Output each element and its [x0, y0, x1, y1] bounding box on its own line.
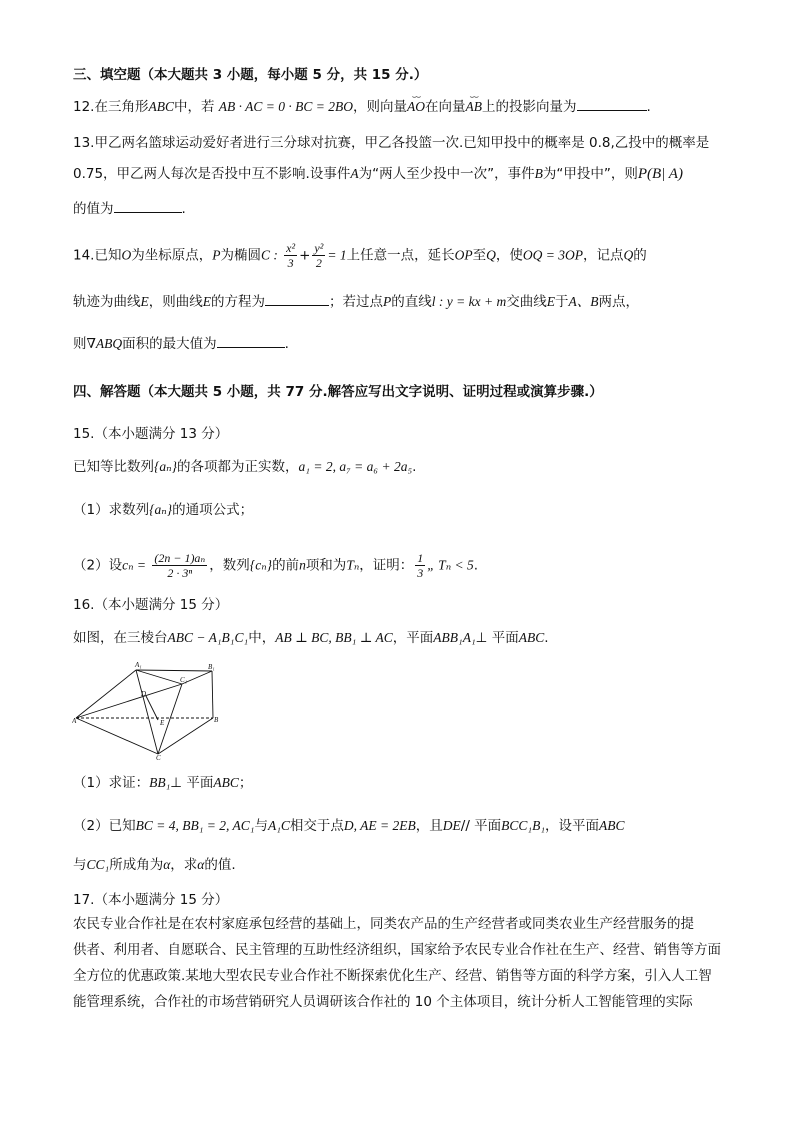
fraction-y2-over-2: $\frac{\text{y²}}{2}$ — [314, 241, 324, 270]
fraction-one-third: $\frac{1}{3}$ — [417, 551, 424, 580]
question-14-line-2: 轨迹为曲线E，则曲线E的方程为 ；若过点P的直线l : y = kx + m交曲线E于A、B两点， — [73, 294, 639, 310]
answer-blank[interactable] — [577, 97, 647, 111]
label-c1: C₁ — [180, 676, 188, 684]
label-b1: B₁ — [208, 663, 215, 671]
edge-b1-b — [212, 671, 213, 718]
question-16-part-1: （1）求证：BB₁⊥ 平面ABC； — [73, 775, 253, 791]
question-14-line-3: 则∇ABQ面积的最大值为 . — [73, 336, 289, 352]
question-17-line-4: 能管理系统，合作社的市场营销研究人员调研该合作社的 10 个主体项目，统计分析人工智能管理的实际 — [73, 994, 693, 1010]
answer-blank[interactable] — [217, 334, 285, 348]
q13-probability: P(B| A) — [637, 166, 683, 182]
edge-a1-b1 — [136, 670, 212, 671]
label-c: C — [156, 754, 161, 760]
question-17-line-1: 农民专业合作社是在农村家庭承包经营的基础上，同类农产品的生产经营者或同类农业生产经营服务的提 — [73, 916, 694, 932]
section-4-heading: 四、解答题（本大题共 5 小题，共 77 分.解答应写出文字说明、证明过程或演算步骤.） — [73, 384, 603, 400]
question-15-title: 15.（本小题满分 13 分） — [73, 426, 229, 442]
answer-blank[interactable] — [265, 292, 329, 306]
question-13-line-1: 13.甲乙两名篮球运动爱好者进行三分球对抗赛，甲乙各投篮一次.已知甲投中的概率是 0.8,乙投中的概率是 — [73, 135, 710, 151]
question-15-part-2: （2）设cₙ = $\frac{\text{(2n − 1)aₙ}}{\text{2 · 3ⁿ}}$ ，数列{cₙ}的前n项和为Tₙ，证明： $\frac{1}{3}$ „ Tₙ < 5. — [73, 551, 479, 580]
question-17-line-3: 全方位的优惠政策.某地大型农民专业合作社不断探索优化生产、经营、销售等方面的科学方案，引入人工智 — [73, 968, 712, 984]
diag-a-c1 — [76, 684, 182, 718]
fraction-x2-over-3: $\frac{\text{x²}}{3}$ — [286, 241, 296, 270]
question-15-part-1: （1）求数列{aₙ}的通项公式； — [73, 502, 254, 518]
answer-blank[interactable] — [114, 199, 182, 213]
question-13-line-2: 0.75，甲乙两人每次是否投中互不影响.设事件A为“两人至少投中一次”，事件B为“甲投中”，则P(B| A) — [73, 166, 683, 182]
label-e: E — [160, 719, 165, 727]
question-13-line-3: 的值为 . — [73, 201, 186, 217]
edge-a-c — [76, 718, 158, 754]
question-16-stem: 如图，在三棱台ABC − A₁B₁C₁中，AB ⊥ BC, BB₁ ⊥ AC，平面ABB₁A₁⊥ 平面ABC. — [73, 630, 549, 646]
edge-a-a1 — [76, 670, 136, 718]
question-16-part-2-line-1: （2）已知BC = 4, BB₁ = 2, AC₁与A₁C相交于点D, AE = 2EB，且DE// 平面BCC₁B₁，设平面ABC — [73, 818, 625, 834]
truncated-prism-figure — [72, 658, 222, 760]
label-d: D — [141, 690, 147, 698]
question-15-stem: 已知等比数列{aₙ}的各项都为正实数，a₁ = 2, a₇ = a₆ + 2a₅. — [73, 459, 417, 475]
q12-condition: AB · AC = 0 · BC = 2BO — [218, 99, 353, 114]
diag-a1-c — [136, 670, 158, 754]
label-a: A — [72, 717, 77, 725]
fraction-cn: $\frac{\text{(2n − 1)aₙ}}{\text{2 · 3ⁿ}}$ — [154, 551, 206, 580]
question-16-part-2-line-2: 与CC₁所成角为α，求α的值. — [73, 857, 236, 873]
question-16-title: 16.（本小题满分 15 分） — [73, 597, 229, 613]
label-a1: A₁ — [135, 661, 142, 669]
section-3-heading: 三、填空题（本大题共 3 小题，每小题 5 分，共 15 分.） — [73, 67, 428, 83]
edge-a1-c1 — [136, 670, 182, 684]
edge-c-b — [158, 718, 213, 754]
question-12: 12.在三角形ABC中，若 AB · AC = 0 · BC = 2BO，则向量⌣⌣ AO在向量⌣⌣ AB上的投影向量为 . — [73, 97, 651, 116]
label-b: B — [214, 716, 219, 724]
q14-vector-condition: OQ = 3OP — [522, 247, 583, 263]
question-14-line-1: 14.已知O为坐标原点，P为椭圆C : $\frac{\text{x²}}{3}$ + $\frac{\text{y²}}{2}$ = 1上任意一点，延长OP至Q，使OQ = 3OP，记点Q的 — [73, 241, 647, 270]
question-17-title: 17.（本小题满分 15 分） — [73, 892, 229, 908]
question-17-line-2: 供者、利用者、自愿联合、民主管理的互助性经济组织，国家给予农民专业合作社在生产、经营、销售等方面 — [73, 942, 721, 958]
